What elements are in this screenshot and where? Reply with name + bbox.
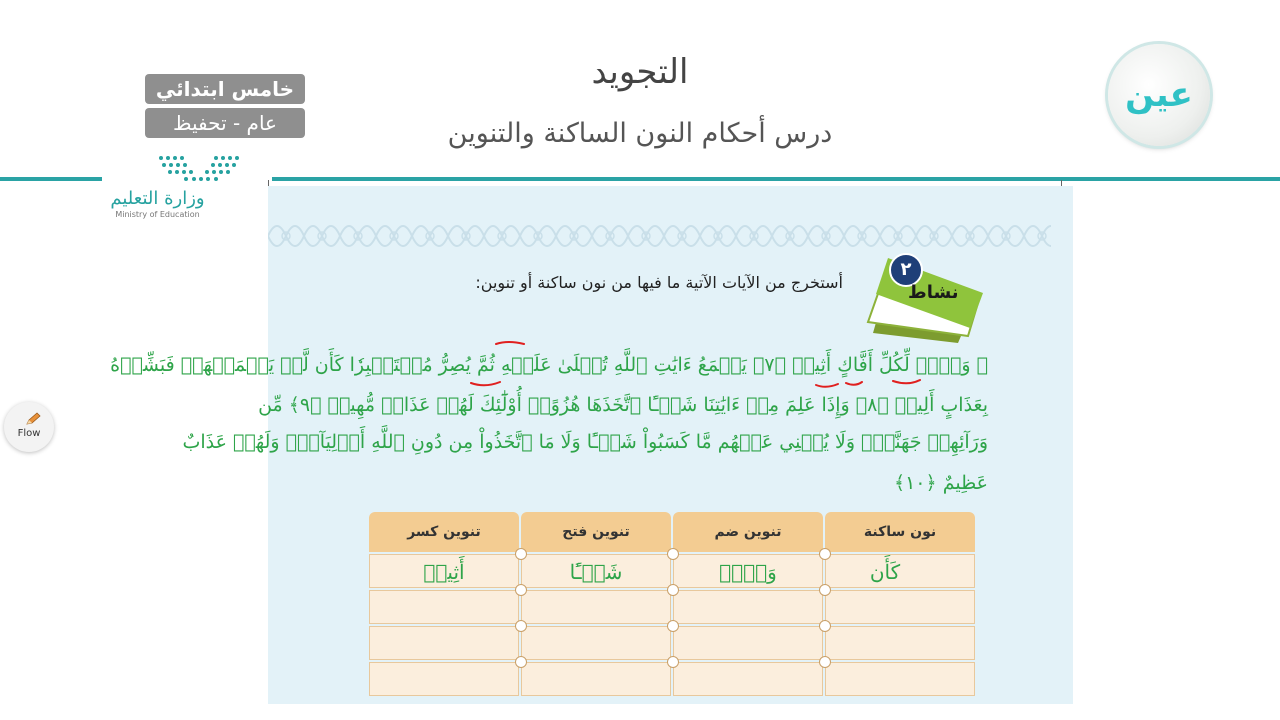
table-joint	[667, 548, 679, 560]
table-cell	[521, 590, 671, 624]
table-joint	[819, 620, 831, 632]
activity-instruction: أستخرج من الآيات الآتية ما فيها من نون ساكنة أو تنوين:	[475, 273, 843, 292]
table-cell	[825, 590, 975, 624]
answer-tanween-fath: شَيۡـًٔا	[569, 560, 623, 584]
table-cell	[825, 662, 975, 696]
header-rule-left	[0, 177, 102, 181]
ain-logo-text: عين	[1125, 75, 1193, 115]
table-header: تنوين كسر	[369, 512, 519, 552]
answer-noon-sakinah: كَأَن	[869, 560, 901, 584]
table-cell	[369, 662, 519, 696]
ministry-logo	[110, 154, 210, 224]
quran-verse-line: وَرَآئِهِمۡ جَهَنَّمُۖ وَلَا يُغۡنِي عَنۡهُم مَّا كَسَبُواْ شَيۡـًٔا وَلَا مَا ٱتَّخَذُواْ مِن دُونِ ٱللَّهِ أَوۡلِيَآءَۖ وَلَهُمۡ عَذَابٌ	[182, 431, 988, 453]
table-joint	[515, 548, 527, 560]
table-joint	[819, 548, 831, 560]
activity-label: نشاط	[908, 282, 959, 303]
grade-badge: خامس ابتدائي	[145, 74, 305, 104]
table-cell	[673, 590, 823, 624]
ain-brand-logo	[1108, 44, 1210, 146]
answer-tanween-kasr: أَثِيمٖ	[423, 560, 465, 584]
answer-tanween-damm: وَيۡلٞ	[719, 560, 777, 584]
table-joint	[819, 656, 831, 668]
table-cell	[521, 626, 671, 660]
lesson-subject-title: التجويد	[591, 52, 689, 92]
ministry-dots-icon	[156, 154, 246, 184]
table-joint	[667, 584, 679, 596]
table-joint	[667, 620, 679, 632]
table-joint	[515, 584, 527, 596]
track-badge: عام - تحفيظ	[145, 108, 305, 138]
table-joint	[515, 656, 527, 668]
table-cell	[521, 662, 671, 696]
quran-verse-line: عَظِيمٌ ﴿١٠﴾	[893, 472, 988, 494]
table-cell	[673, 662, 823, 696]
answer-table	[369, 512, 977, 698]
table-header: نون ساكنة	[825, 512, 975, 552]
table-cell	[369, 590, 519, 624]
flow-button[interactable]	[4, 402, 54, 452]
table-cell	[825, 626, 975, 660]
table-cell	[673, 626, 823, 660]
ministry-name-ar: وزارة التعليم	[110, 188, 205, 209]
quran-verse-line: ﴿ وَيۡلٞ لِّكُلِّ أَفَّاكٍ أَثِيمٖ ﴿٧﴾ يَسۡمَعُ ءَايَٰتِ ٱللَّهِ تُتۡلَىٰ عَلَيۡهِ ثُمَّ يُصِرُّ مُسۡتَكۡبِرٗا كَأَن لَّمۡ يَسۡمَعۡهَاۖ فَبَشِّرۡهُ	[110, 354, 988, 376]
table-header: تنوين ضم	[673, 512, 823, 552]
table-header: تنوين فتح	[521, 512, 671, 552]
ministry-name-en: Ministry of Education	[115, 210, 200, 219]
activity-number: ٢	[889, 253, 923, 287]
quran-verse-line: بِعَذَابٍ أَلِيمٖ ﴿٨﴾ وَإِذَا عَلِمَ مِنۡ ءَايَٰتِنَا شَيۡـًٔا ٱتَّخَذَهَا هُزُوًاۚ أُوْلَٰٓئِكَ لَهُمۡ عَذَابٞ مُّهِينٞ ﴿٩﴾ مِّن	[258, 394, 988, 416]
table-joint	[515, 620, 527, 632]
header-rule-right	[272, 177, 1280, 181]
flow-label: Flow	[17, 428, 41, 439]
pencil-icon	[25, 412, 41, 426]
table-cell	[369, 626, 519, 660]
lesson-title: درس أحكام النون الساكنة والتنوين	[447, 118, 833, 149]
table-joint	[667, 656, 679, 668]
table-joint	[819, 584, 831, 596]
